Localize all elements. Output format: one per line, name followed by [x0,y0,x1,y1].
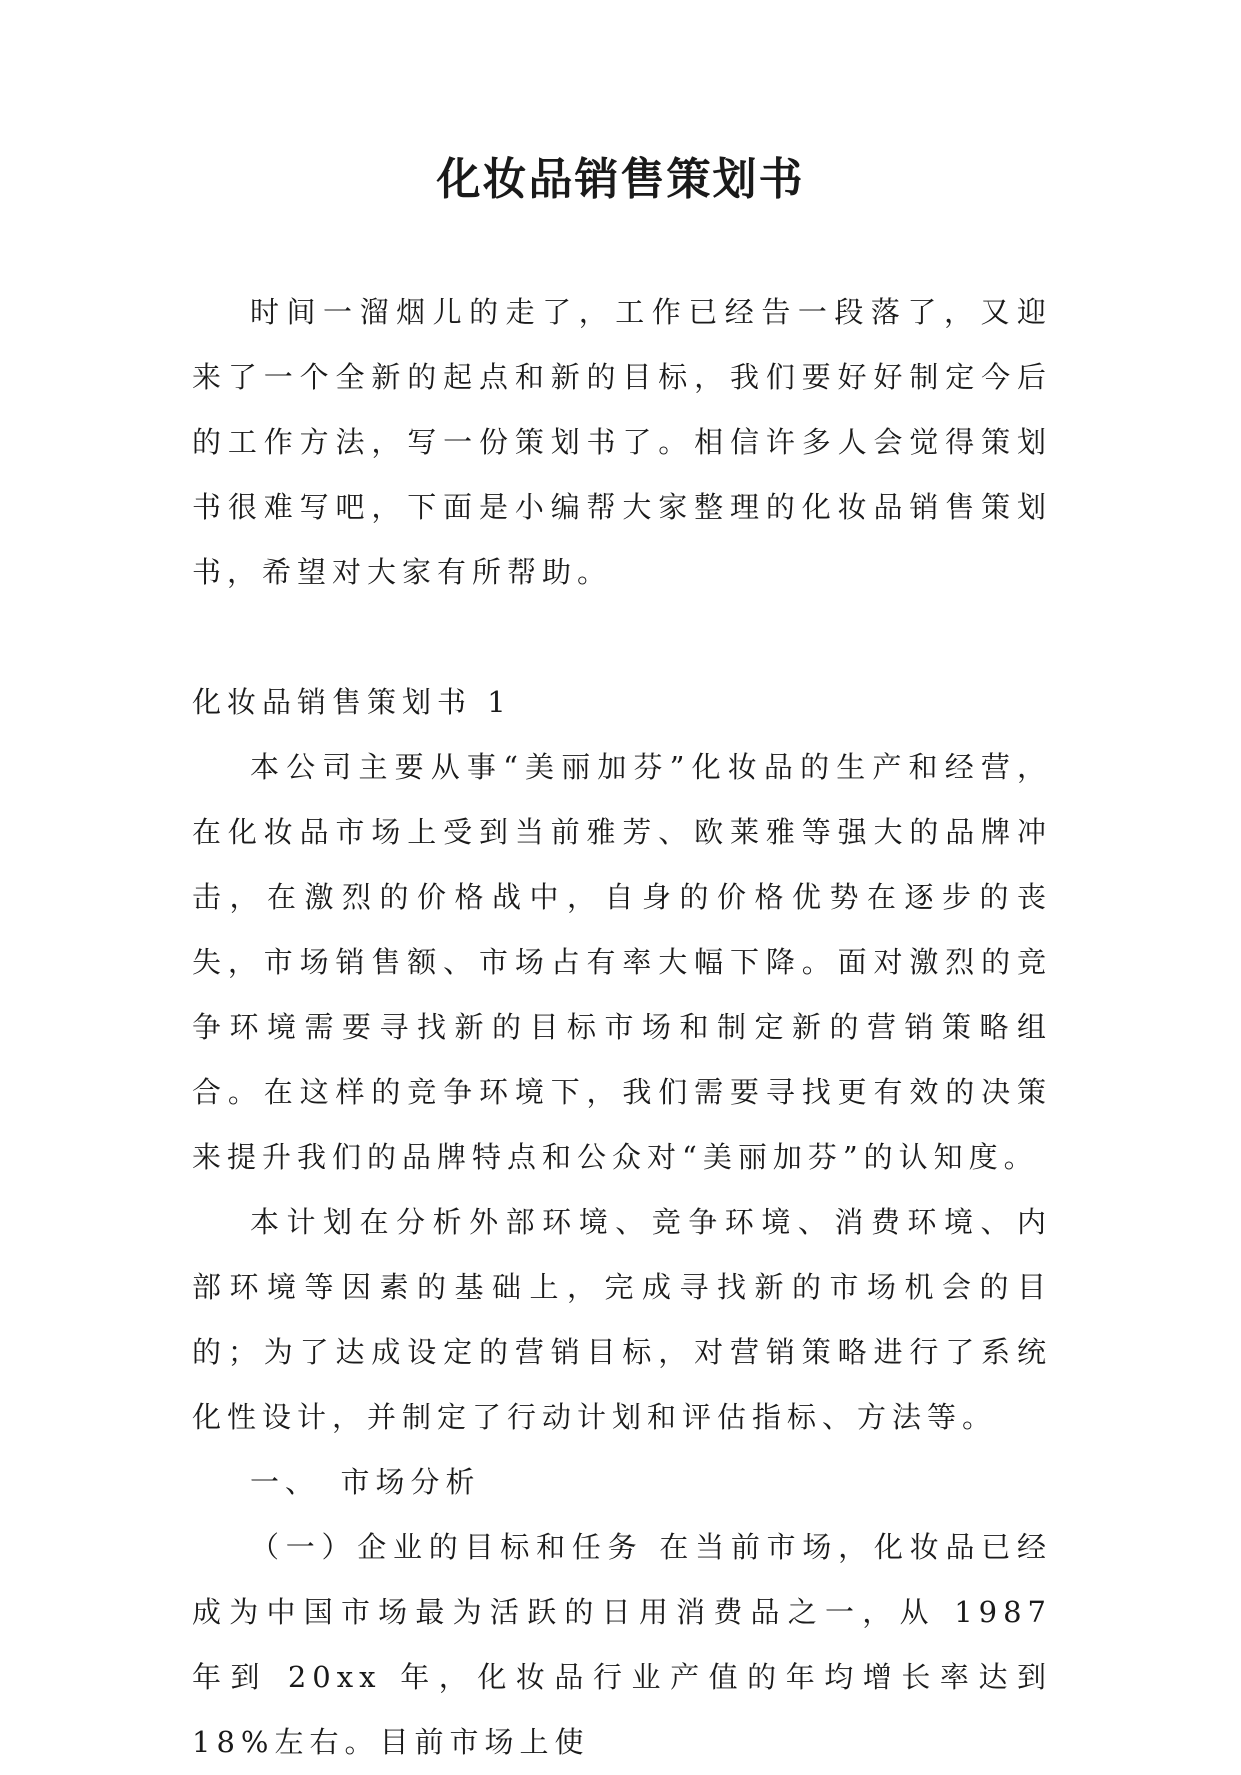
intro-paragraph: 时间一溜烟儿的走了，工作已经告一段落了，又迎来了一个全新的起点和新的目标，我们要好好制定今后的工作方法，写一份策划书了。相信许多人会觉得策划书很难写吧，下面是小编帮大家整理的化妆品销售策划书，希望对大家有所帮助。 [192,295,1052,589]
section-heading: 一、 市场分析 [250,1465,481,1499]
body-paragraph: 本公司主要从事“美丽加芬”化妆品的生产和经营，在化妆品市场上受到当前雅芳、欧莱雅等强大的品牌冲击，在激烈的价格战中，自身的价格优势在逐步的丧失，市场销售额、市场占有率大幅下降。面对激烈的竞争环境需要寻找新的目标市场和制定新的营销策略组合。在这样的竞争环境下，我们需要寻找更有效的决策来提升我们的品牌特点和公众对“美丽加芬”的认知度。 [192,750,1052,1174]
body-paragraph: 本计划在分析外部环境、竞争环境、消费环境、内部环境等因素的基础上，完成寻找新的市场机会的目的；为了达成设定的营销目标，对营销策略进行了系统化性设计，并制定了行动计划和评估指标、方法等。 [192,1205,1052,1434]
document-body [192,280,1052,1775]
body-paragraph: （一）企业的目标和任务 在当前市场，化妆品已经成为中国市场最为活跃的日用消费品之一，从 1987 年到 20xx 年，化妆品行业产值的年均增长率达到 18%左右。目前市场上使 [192,1530,1052,1759]
document-title: 化妆品销售策划书 [436,154,805,205]
spacer [192,605,1052,670]
section-label: 化妆品销售策划书 1 [192,685,512,719]
